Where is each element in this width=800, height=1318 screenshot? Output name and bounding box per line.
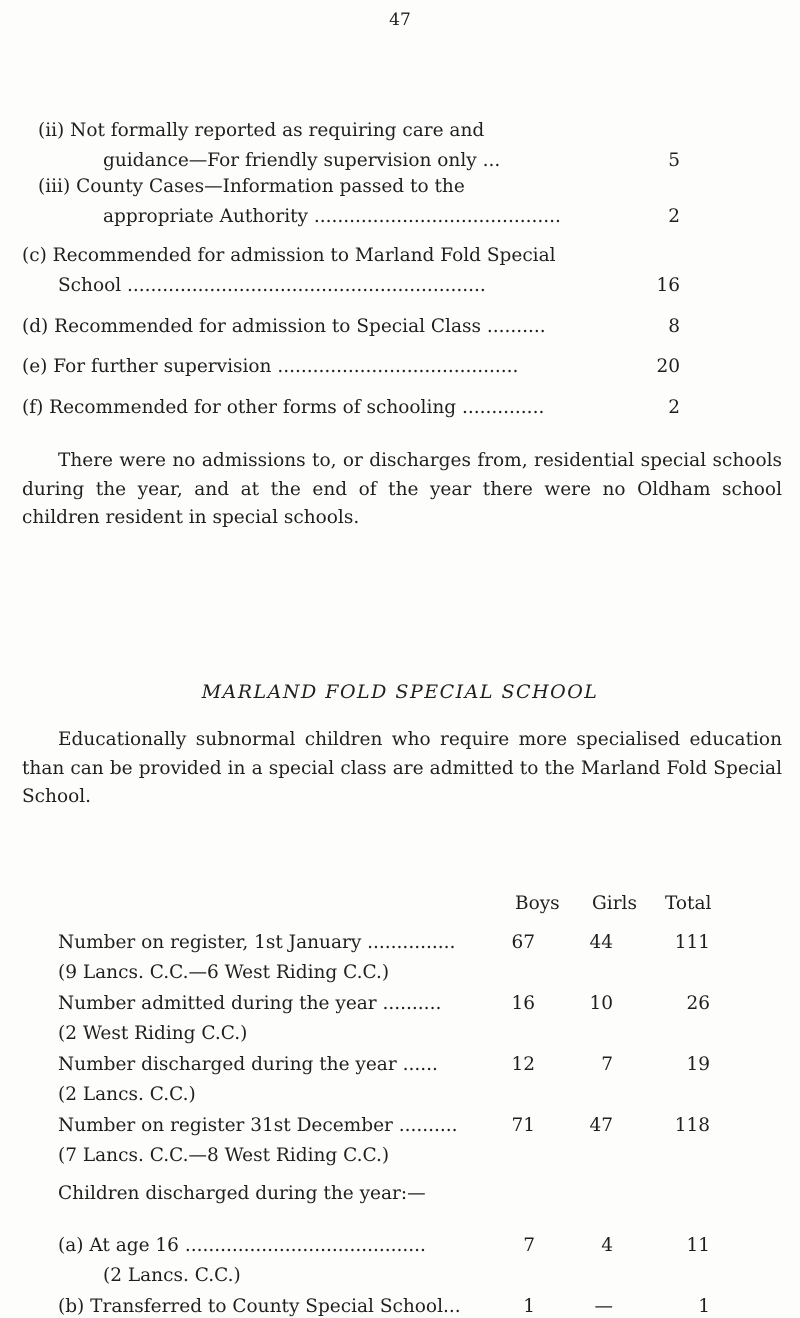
table-row: Number on register, 1st January ............... xyxy=(58,932,456,953)
cell-total: 111 xyxy=(674,932,710,953)
referral-c-value: 16 xyxy=(656,275,680,296)
referral-iii-line2: appropriate Authority .......................................... xyxy=(103,206,561,227)
referral-ii-line2: guidance—For friendly supervision only ... xyxy=(103,150,501,171)
cell-girls: — xyxy=(594,1296,613,1317)
referral-e-value: 20 xyxy=(656,356,680,377)
cell-boys: 12 xyxy=(511,1054,535,1075)
referral-f-value: 2 xyxy=(668,397,680,418)
cell-total: 11 xyxy=(686,1235,710,1256)
cell-boys: 16 xyxy=(511,993,535,1014)
cell-boys: 7 xyxy=(523,1235,535,1256)
section-heading: MARLAND FOLD SPECIAL SCHOOL xyxy=(201,681,599,703)
referral-d-value: 8 xyxy=(668,316,680,337)
cell-total: 118 xyxy=(674,1115,710,1136)
referral-c-line1: (c) Recommended for admission to Marland Fold Special xyxy=(22,245,556,266)
cell-total: 1 xyxy=(698,1296,710,1317)
table-row-note: (2 Lancs. C.C.) xyxy=(58,1084,196,1105)
page-number: 47 xyxy=(389,10,411,30)
cell-girls: 4 xyxy=(601,1235,613,1256)
cell-girls: 7 xyxy=(601,1054,613,1075)
table-row: Number admitted during the year .......... xyxy=(58,993,442,1014)
col-boys: Boys xyxy=(515,893,560,914)
referral-iii-line1: (iii) County Cases—Information passed to the xyxy=(38,176,465,197)
paragraph-residential: There were no admissions to, or discharges from, residential special schools during the year, and at the end of the year there were no Oldham school children resident in special schools. xyxy=(22,450,782,528)
discharged-row-note: (2 Lancs. C.C.) xyxy=(103,1265,241,1286)
referral-c-line2: School ............................................................. xyxy=(58,275,486,296)
paragraph-intro: Educationally subnormal children who require more specialised education than can be provided in a special class are admitted to the Marland Fold Special School. xyxy=(22,729,782,807)
cell-boys: 1 xyxy=(523,1296,535,1317)
cell-boys: 67 xyxy=(511,932,535,953)
cell-girls: 44 xyxy=(589,932,613,953)
table-row: Number on register 31st December .......... xyxy=(58,1115,458,1136)
cell-total: 26 xyxy=(686,993,710,1014)
discharged-row: (b) Transferred to County Special School... xyxy=(58,1296,461,1317)
cell-girls: 10 xyxy=(589,993,613,1014)
cell-boys: 71 xyxy=(511,1115,535,1136)
referral-f-line: (f) Recommended for other forms of schooling .............. xyxy=(22,397,545,418)
referral-iii-value: 2 xyxy=(668,206,680,227)
discharged-heading: Children discharged during the year:— xyxy=(58,1183,426,1204)
cell-girls: 47 xyxy=(589,1115,613,1136)
referral-e-line: (e) For further supervision ......................................... xyxy=(22,356,519,377)
table-row-note: (2 West Riding C.C.) xyxy=(58,1023,248,1044)
col-total: Total xyxy=(665,893,712,914)
referral-ii-line1: (ii) Not formally reported as requiring care and xyxy=(38,120,485,141)
discharged-row: (a) At age 16 ......................................... xyxy=(58,1235,426,1256)
referral-d-line: (d) Recommended for admission to Special Class .......... xyxy=(22,316,546,337)
table-row-note: (9 Lancs. C.C.—6 West Riding C.C.) xyxy=(58,962,390,983)
referral-ii-value: 5 xyxy=(668,150,680,171)
cell-total: 19 xyxy=(686,1054,710,1075)
col-girls: Girls xyxy=(592,893,637,914)
table-row-note: (7 Lancs. C.C.—8 West Riding C.C.) xyxy=(58,1145,390,1166)
table-row: Number discharged during the year ...... xyxy=(58,1054,438,1075)
